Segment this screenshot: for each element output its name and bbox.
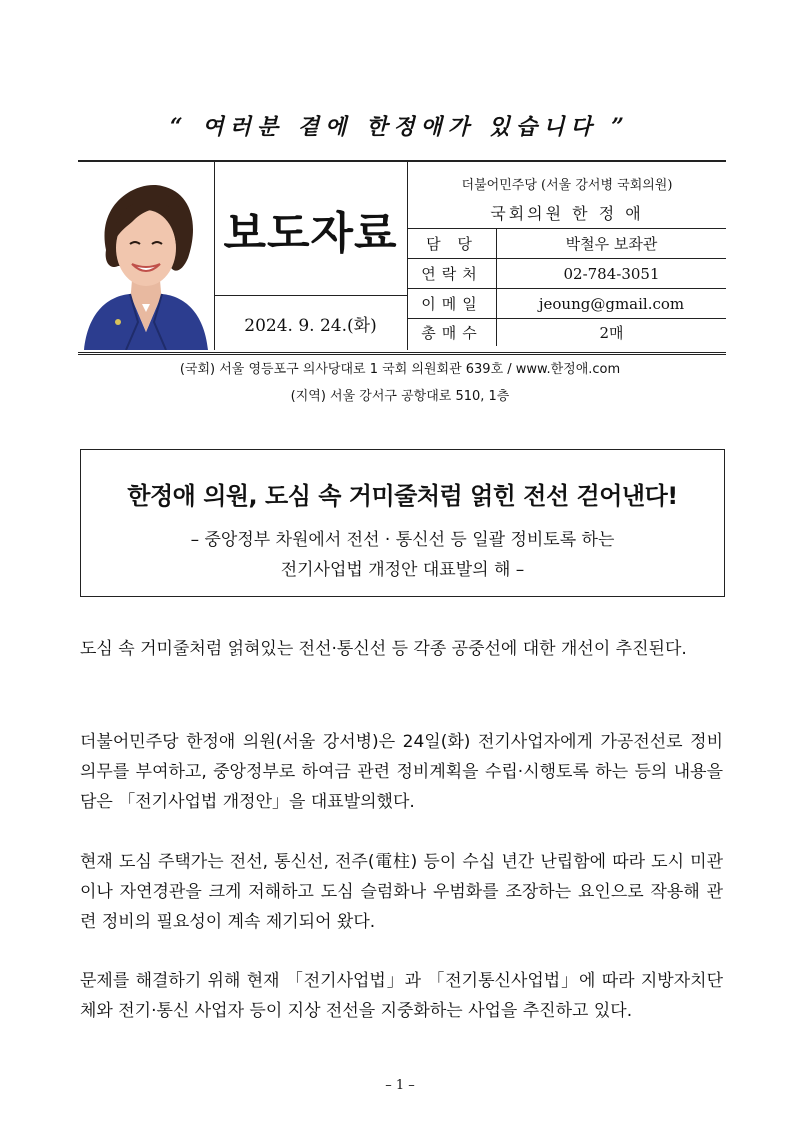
- contact-label: 담 당: [408, 229, 497, 259]
- document-title: 보도자료: [223, 207, 398, 259]
- contact-value: 02-784-3051: [497, 259, 727, 289]
- page-number: – 1 –: [385, 1078, 415, 1093]
- contact-row: [408, 259, 726, 289]
- contact-row: [408, 229, 726, 259]
- subheadline: [81, 525, 724, 585]
- contact-row: [408, 289, 726, 319]
- release-date: 2024. 9. 24.(화): [214, 296, 408, 350]
- subheadline-line-2: 전기사업법 개정안 대표발의 해 –: [280, 560, 525, 580]
- body-paragraph-2: 더불어민주당 한정애 의원(서울 강서병)은 24일(화) 전기사업자에게 가공전선로 정비의무를 부여하고, 중앙정부로 하여금 관련 정비계획을 수립·시행토록 하는 등의 내용을 담은 「전기사업법 개정안」을 대표발의했다.: [80, 732, 723, 812]
- headline: 한정애 의원, 도심 속 거미줄처럼 얽힌 전선 걷어낸다!: [127, 482, 678, 510]
- body-paragraph-1: 도심 속 거미줄처럼 얽혀있는 전선·통신선 등 각종 공중선에 대한 개선이 추진된다.: [80, 639, 687, 659]
- contact-label: 총매수: [408, 319, 497, 347]
- portrait-image: [78, 162, 214, 350]
- contact-label: 이메일: [408, 289, 497, 319]
- slogan: “ 여러분 곁에 한정애가 있습니다 ”: [170, 114, 630, 140]
- subheadline-line-1: – 중앙정부 차원에서 전선 · 통신선 등 일괄 정비토록 하는: [190, 530, 615, 550]
- contact-value: 박철우 보좌관: [497, 229, 727, 259]
- lawmaker-name: 국회의원 한 정 애: [490, 204, 644, 223]
- contact-row: [408, 319, 726, 347]
- local-office-address: (지역) 서울 강서구 공항대로 510, 1층: [290, 389, 510, 404]
- contact-value: 2매: [599, 324, 624, 342]
- contact-table: [408, 229, 726, 346]
- title-cell: [214, 162, 408, 296]
- lawmaker-photo: [78, 162, 215, 350]
- press-release-header: [78, 160, 726, 355]
- party-cell: [408, 162, 726, 229]
- contact-label: 연락처: [408, 259, 497, 289]
- body-paragraph-4: 문제를 해결하기 위해 현재 「전기사업법」과 「전기통신사업법」에 따라 지방자치단체와 전기·통신 사업자 등이 지상 전선을 지중화하는 사업을 추진하고 있다.: [80, 971, 723, 1021]
- headline-box: [80, 449, 725, 597]
- contact-value: jeoung@gmail.com: [497, 289, 727, 319]
- national-assembly-address: (국회) 서울 영등포구 의사당대로 1 국회 의원회관 639호 / www.한정애.com: [179, 362, 621, 377]
- body-paragraph-3: 현재 도심 주택가는 전선, 통신선, 전주(電柱) 등이 수십 년간 난립함에 따라 도시 미관이나 자연경관을 크게 저해하고 도심 슬럼화나 우범화를 조장하는 요인으로 작용해 관련 정비의 필요성이 계속 제기되어 왔다.: [80, 852, 723, 932]
- party-affiliation: 더불어민주당 (서울 강서병 국회의원): [461, 178, 673, 193]
